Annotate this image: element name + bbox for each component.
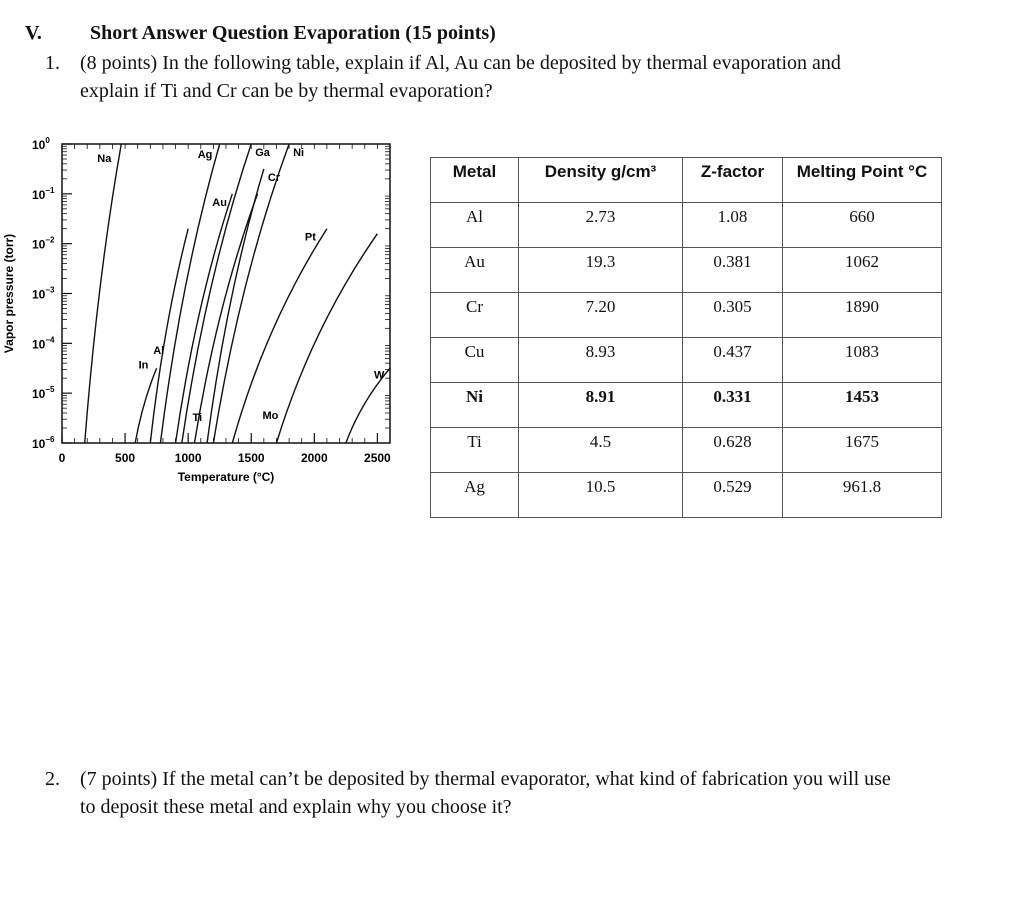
cell-melting-point: 660 — [783, 203, 942, 248]
cell-density: 8.91 — [519, 383, 683, 428]
metal-properties-table — [430, 157, 942, 518]
series-line-ag — [160, 144, 219, 443]
table-row — [431, 428, 942, 473]
cell-z-factor: 0.381 — [683, 248, 783, 293]
cell-z-factor: 0.331 — [683, 383, 783, 428]
cell-z-factor: 0.437 — [683, 338, 783, 383]
table-row — [431, 338, 942, 383]
x-tick-label: 0 — [58, 451, 66, 465]
cell-metal: Al — [431, 203, 519, 248]
y-tick-label: $10^0$ — [32, 136, 50, 152]
cell-melting-point: 1453 — [783, 383, 942, 428]
cell-density: 19.3 — [519, 248, 683, 293]
table-row — [431, 473, 942, 518]
cell-density: 7.20 — [519, 293, 683, 338]
header-density: Density g/cm³ — [519, 158, 683, 203]
series-line-mo — [276, 231, 377, 443]
cell-melting-point: 1083 — [783, 338, 942, 383]
table-row — [431, 248, 942, 293]
cell-metal: Cr — [431, 293, 519, 338]
header-z-factor: Z-factor — [683, 158, 783, 203]
section-title: Short Answer Question Evaporation (15 points) — [90, 22, 496, 44]
series-line-ga — [182, 144, 251, 443]
question-2-number: 2. — [45, 768, 60, 790]
y-tick-label: $10^{-6}$ — [32, 435, 55, 451]
question-2-line1: (7 points) If the metal can’t be deposited by thermal evaporator, what kind of fabrication you will use — [80, 768, 891, 790]
series-line-na — [85, 144, 122, 443]
cell-metal: Au — [431, 248, 519, 293]
series-label-ni: Ni — [293, 147, 305, 159]
cell-density: 10.5 — [519, 473, 683, 518]
series-label-ga: Ga — [255, 147, 270, 159]
series-label-w: W — [374, 369, 385, 382]
x-tick-label: 1000 — [174, 451, 202, 465]
cell-metal: Ag — [431, 473, 519, 518]
table-row — [431, 293, 942, 338]
table-row — [431, 203, 942, 248]
cell-melting-point: 1675 — [783, 428, 942, 473]
cell-z-factor: 1.08 — [683, 203, 783, 248]
cell-density: 4.5 — [519, 428, 683, 473]
cell-melting-point: 1890 — [783, 293, 942, 338]
question-1-number: 1. — [45, 52, 60, 74]
cell-metal: Ni — [431, 383, 519, 428]
series-label-al: Al — [153, 344, 165, 357]
series-label-cr: Cr — [267, 171, 281, 184]
series-line-cr — [207, 169, 264, 443]
series-line-al — [150, 229, 188, 443]
y-axis-label: Vapor pressure (torr) — [2, 233, 16, 354]
y-tick-label: $10^{-1}$ — [32, 185, 55, 202]
cell-density: 8.93 — [519, 338, 683, 383]
series-label-pt: Pt — [304, 231, 316, 244]
series-label-ag: Ag — [197, 149, 213, 161]
cell-z-factor: 0.305 — [683, 293, 783, 338]
x-axis-label: Temperature (°C) — [177, 470, 275, 484]
y-tick-label: $10^{-4}$ — [32, 335, 55, 352]
cell-z-factor: 0.529 — [683, 473, 783, 518]
section-number: V. — [25, 22, 42, 44]
cell-melting-point: 1062 — [783, 248, 942, 293]
cell-metal: Ti — [431, 428, 519, 473]
header-metal: Metal — [431, 158, 519, 203]
series-line-in — [135, 368, 156, 443]
header-melting-point: Melting Point °C — [783, 158, 942, 203]
series-label-in: In — [138, 359, 149, 372]
series-label-mo: Mo — [262, 410, 279, 422]
x-tick-label: 1500 — [237, 451, 265, 465]
series-label-na: Na — [97, 153, 112, 165]
series-label-ti: Ti — [192, 412, 203, 424]
y-tick-label: $10^{-5}$ — [32, 385, 55, 402]
cell-density: 2.73 — [519, 203, 683, 248]
question-1-line1: (8 points) In the following table, explain if Al, Au can be deposited by thermal evaporation and — [80, 52, 841, 74]
cell-melting-point: 961.8 — [783, 473, 942, 518]
table-row — [431, 383, 942, 428]
cell-metal: Cu — [431, 338, 519, 383]
question-1-line2: explain if Ti and Cr can be by thermal evaporation? — [80, 80, 493, 102]
y-tick-label: $10^{-2}$ — [32, 235, 55, 252]
series-line-pt — [232, 229, 327, 443]
cell-z-factor: 0.628 — [683, 428, 783, 473]
series-line-ni — [213, 144, 289, 443]
vapor-pressure-chart — [0, 130, 410, 500]
x-tick-label: 500 — [115, 451, 136, 465]
y-tick-label: $10^{-3}$ — [32, 285, 55, 302]
question-2-line2: to deposit these metal and explain why you choose it? — [80, 796, 512, 818]
series-label-au: Au — [212, 196, 227, 209]
x-tick-label: 2500 — [364, 451, 391, 465]
table-header-row — [431, 158, 942, 203]
x-tick-label: 2000 — [300, 451, 328, 465]
